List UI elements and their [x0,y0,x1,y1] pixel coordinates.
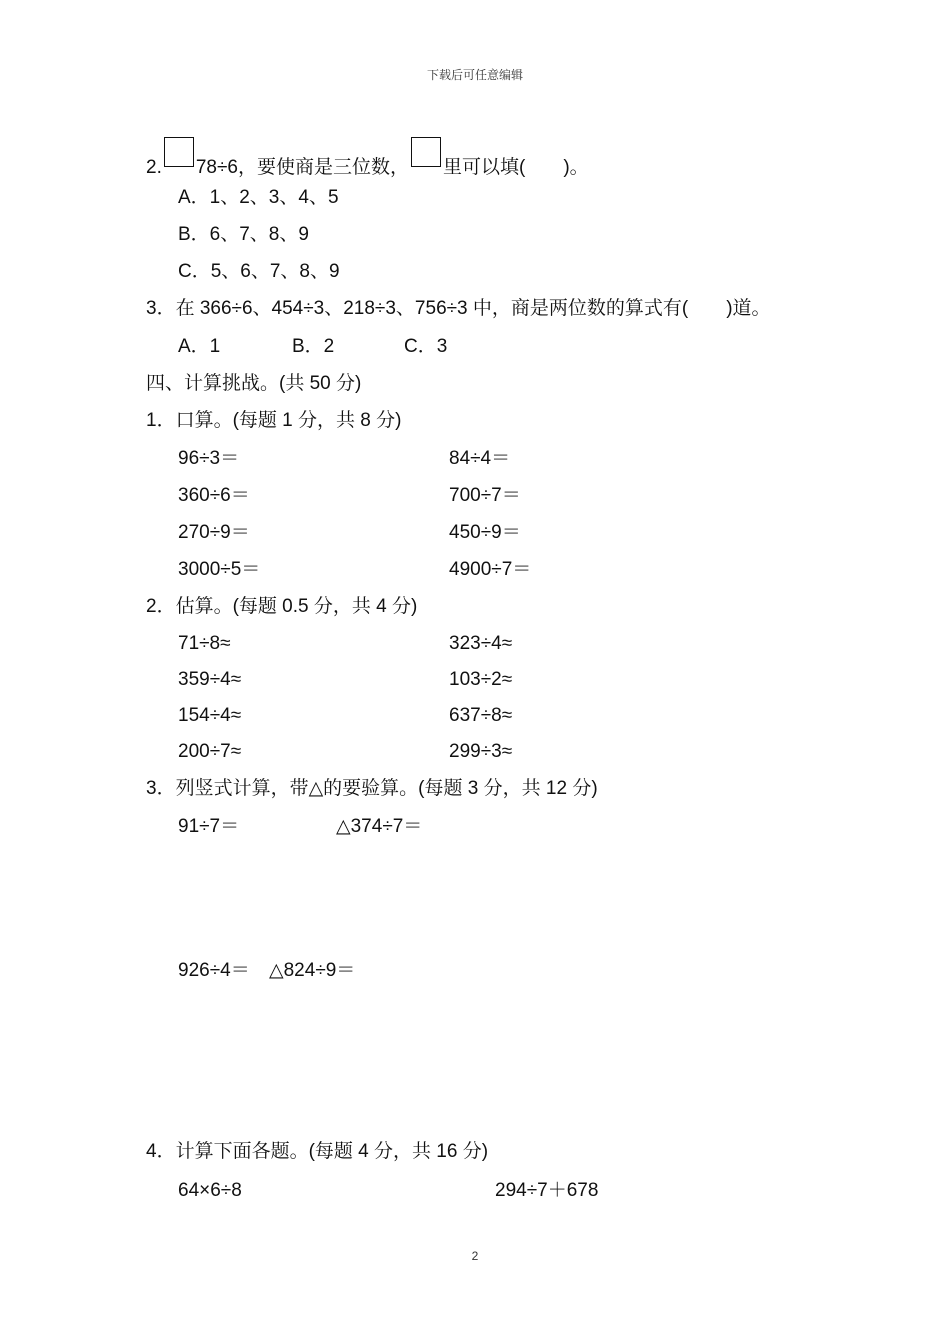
problem: 700÷7＝ [449,485,521,506]
problem: △374÷7＝ [336,816,423,837]
answer-box[interactable] [411,137,441,167]
answer-box[interactable] [164,137,194,167]
option-b: B．6、7、8、9 [178,224,309,245]
part-3-title: 3．列竖式计算，带△的要验算。(每题 3 分，共 12 分) [146,778,598,799]
problem: 200÷7≈ [178,741,242,762]
problem: 323÷4≈ [449,633,513,654]
problem: 84÷4＝ [449,448,511,469]
problem: 450÷9＝ [449,522,521,543]
option-c: C．5、6、7、8、9 [178,261,340,282]
page-number: 2 [471,1249,479,1263]
question-2-suffix: 里可以填( )。 [443,157,589,178]
problem: 926÷4＝ [178,960,250,981]
problem: 103÷2≈ [449,669,513,690]
problem: 3000÷5＝ [178,559,261,580]
part-1-title: 1．口算。(每题 1 分，共 8 分) [146,410,402,431]
problem: 154÷4≈ [178,705,242,726]
option-c: C．3 [404,336,448,357]
problem: 359÷4≈ [178,669,242,690]
question-2-number: 2. [146,157,162,178]
part-2-title: 2．估算。(每题 0.5 分，共 4 分) [146,596,418,617]
problem: △824÷9＝ [269,960,356,981]
problem: 360÷6＝ [178,485,250,506]
problem: 637÷8≈ [449,705,513,726]
problem: 64×6÷8 [178,1180,242,1201]
question-2 [146,143,589,180]
question-2-text: 78÷6，要使商是三位数， [195,157,409,178]
problem: 270÷9＝ [178,522,250,543]
option-a: A．1 [178,336,221,357]
option-a: A．1、2、3、4、5 [178,187,339,208]
option-b: B．2 [292,336,335,357]
section-title: 四、计算挑战。(共 50 分) [146,373,362,394]
problem: 4900÷7＝ [449,559,532,580]
page-header: 下载后可任意编辑 [426,68,523,82]
problem: 294÷7＋678 [495,1180,599,1201]
problem: 91÷7＝ [178,816,240,837]
problem: 96÷3＝ [178,448,240,469]
problem: 71÷8≈ [178,633,231,654]
problem: 299÷3≈ [449,741,513,762]
question-3: 3．在 366÷6、454÷3、218÷3、756÷3 中，商是两位数的算式有( )道。 [146,298,771,319]
part-4-title: 4．计算下面各题。(每题 4 分，共 16 分) [146,1141,489,1162]
